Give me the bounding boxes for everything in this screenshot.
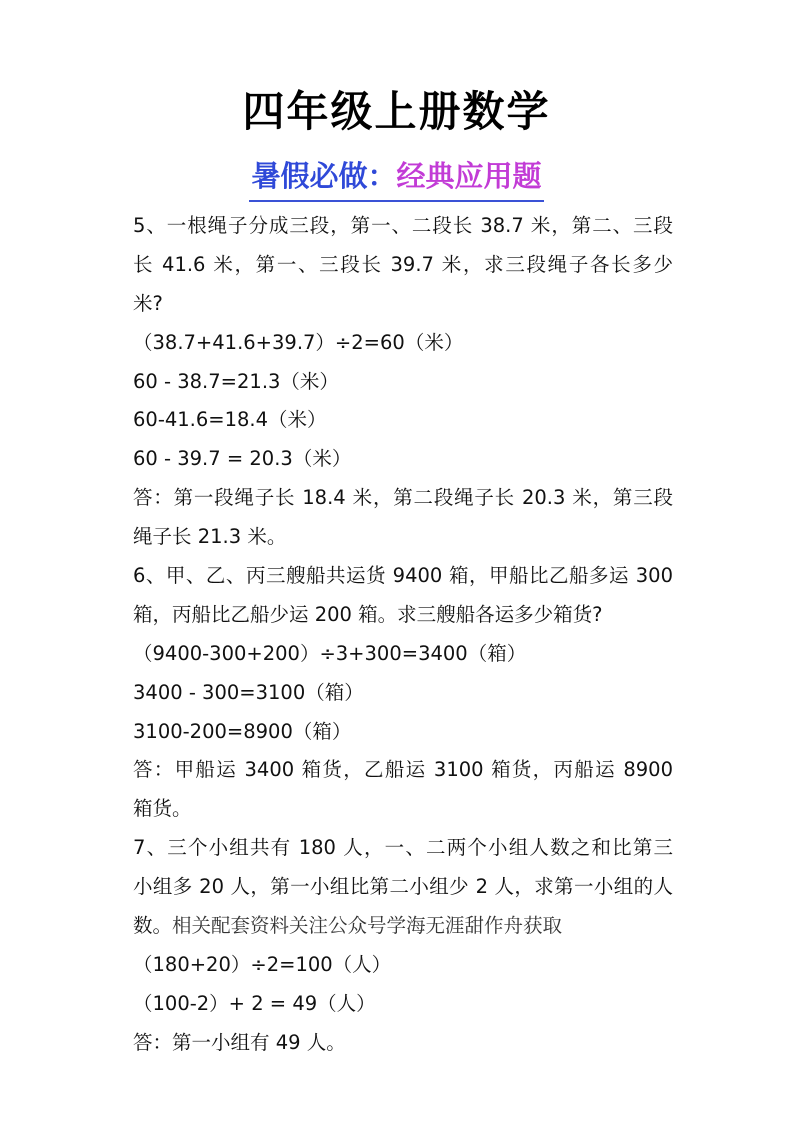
problem-5-answer-line-2: 绳子长 21.3 米。: [133, 525, 287, 549]
problem-5-step-1: （38.7+41.6+39.7）÷2=60（米）: [133, 330, 464, 354]
page-title: 四年级上册数学: [242, 87, 551, 136]
problem-7-text-line-1: 7、三个小组共有 180 人，一、二两个小组人数之和比第三: [133, 836, 673, 860]
problem-6-answer-line-2: 箱货。: [133, 797, 192, 821]
problem-7-text-line-2: 小组多 20 人，第一小组比第二小组少 2 人，求第一小组的人: [133, 875, 673, 899]
promo-text: 相关配套资料关注公众号学海无涯甜作舟获取: [172, 914, 563, 938]
problem-7-answer: 答：第一小组有 49 人。: [133, 1030, 346, 1054]
page-subtitle: [0, 152, 793, 202]
problem-5-step-4: 60 - 39.7 = 20.3（米）: [133, 447, 352, 471]
problem-6-answer-line-1: 答：甲船运 3400 箱货，乙船运 3100 箱货，丙船运 8900: [133, 758, 673, 782]
problem-5-text-line-2: 长 41.6 米，第一、三段长 39.7 米，求三段绳子各长多少: [133, 252, 673, 276]
problem-7-step-1: （180+20）÷2=100（人）: [133, 952, 392, 976]
problem-6-text-line-2: 箱，丙船比乙船少运 200 箱。求三艘船各运多少箱货?: [133, 602, 603, 626]
subtitle-underline: [249, 152, 543, 202]
problem-7-step-2: （100-2）+ 2 = 49（人）: [133, 991, 376, 1015]
problem-5-answer-line-1: 答：第一段绳子长 18.4 米，第二段绳子长 20.3 米，第三段: [133, 486, 673, 510]
problem-6-step-3: 3100-200=8900（箱）: [133, 719, 352, 743]
problem-7-text-line-3: [133, 907, 673, 946]
problem-5-step-3: 60-41.6=18.4（米）: [133, 408, 327, 432]
problems-content: [133, 207, 673, 1063]
problem-5-step-2: 60 - 38.7=21.3（米）: [133, 369, 339, 393]
problem-5-text-line-3: 米?: [133, 291, 163, 315]
problem-5-text-line-1: 5、一根绳子分成三段，第一、二段长 38.7 米，第二、三段: [133, 214, 673, 237]
problem-6-step-2: 3400 - 300=3100（箱）: [133, 680, 364, 704]
problem-6-text-line-1: 6、甲、乙、丙三艘船共运货 9400 箱，甲船比乙船多运 300: [133, 564, 673, 588]
problem-7-text-end: 数。: [133, 914, 173, 938]
subtitle-part-1: 暑假必做：: [251, 159, 397, 193]
subtitle-part-2: 经典应用题: [396, 159, 542, 193]
problem-6-step-1: （9400-300+200）÷3+300=3400（箱）: [133, 641, 527, 665]
